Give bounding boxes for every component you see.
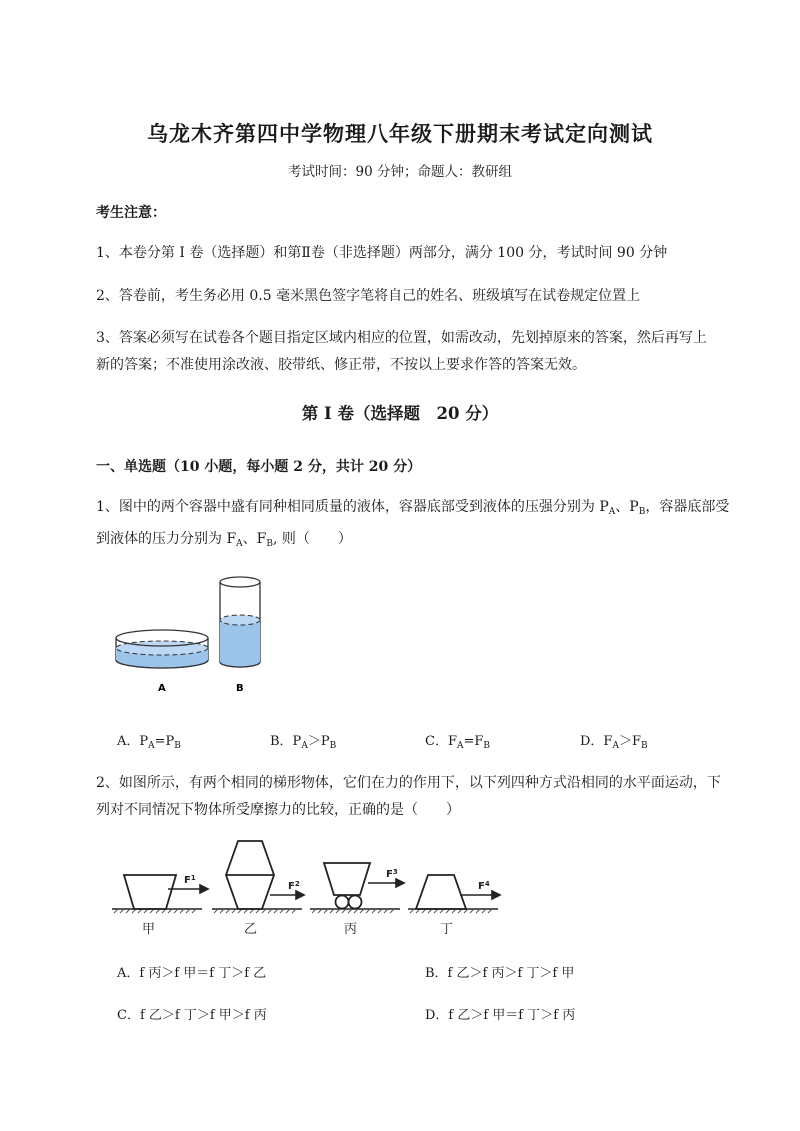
figure-label-a: A <box>158 683 166 694</box>
notice-heading: 考生注意： <box>96 205 166 221</box>
q2-option-a[interactable]: A．f 丙＞f 甲＝f 丁＞f 乙 <box>117 966 267 981</box>
figure-label-yi: 乙 <box>244 922 258 937</box>
force-label-1: $F^1$ <box>184 874 196 886</box>
question-2-text <box>96 770 756 824</box>
q1-option-a[interactable]: A．$P_A=P_B$ <box>117 734 181 751</box>
container-b <box>220 577 260 667</box>
question-2-line-1: 2、如图所示，有两个相同的梯形物体，它们在力的作用下，以下列四种方式沿相同的水平面运动，下 <box>96 775 721 791</box>
container-figure <box>100 570 280 700</box>
notice-item-2: 2、答卷前，考生务必用 0.5 毫米黑色签字笔将自己的姓名、班级填写在试卷规定位置上 <box>96 288 641 304</box>
force-label-4: $F^4$ <box>478 880 490 892</box>
notice-item-3: 3、答案必须写在试卷各个题目指定区域内相应的位置，如需改动，先划掉原来的答案，然后再写上新的答案；不准使用涂改液、胶带纸、修正带，不按以上要求作答的答案无效。 <box>96 330 707 373</box>
block-jia <box>124 875 176 909</box>
figure-label-jia: 甲 <box>142 922 156 937</box>
figure-label-bing: 丙 <box>344 922 358 937</box>
friction-figure <box>110 833 520 943</box>
container-a <box>116 630 208 668</box>
section-title: 第 I 卷（选择题 20 分） <box>301 404 499 423</box>
q2-option-c[interactable]: C．f 乙＞f 丁＞f 甲＞f 丙 <box>117 1008 267 1023</box>
block-ding <box>416 875 466 909</box>
part-heading: 一、单选题（10 小题，每小题 2 分，共计 20 分） <box>96 459 422 475</box>
q1-option-c[interactable]: C．$F_A=F_B$ <box>425 734 491 751</box>
question-2-line-2: 列对不同情况下物体所受摩擦力的比较，正确的是（ ） <box>96 802 460 818</box>
question-1-line-2: 到液体的压力分别为 $F_A$、$F_B$, 则（ ） <box>96 531 352 549</box>
exam-subtitle: 考试时间：90 分钟；命题人：教研组 <box>288 164 512 180</box>
force-label-3: $F^3$ <box>386 868 398 880</box>
q2-option-d[interactable]: D．f 乙＞f 甲＝f 丁＞f 丙 <box>425 1008 576 1023</box>
figure-label-ding: 丁 <box>440 922 454 937</box>
exam-title: 乌龙木齐第四中学物理八年级下册期末考试定向测试 <box>147 121 653 146</box>
q1-option-b[interactable]: B．$P_A>P_B$ <box>270 734 337 751</box>
notice-item-1: 1、本卷分第 I 卷（选择题）和第Ⅱ卷（非选择题）两部分，满分 100 分，考试时间 90 分钟 <box>96 245 668 261</box>
question-1-text <box>96 494 756 558</box>
figure-label-b: B <box>236 683 244 694</box>
question-1-line-1: 1、图中的两个容器中盛有同种相同质量的液体，容器底部受到液体的压强分别为 $P_A$、$P_B$，容器底部受 <box>96 499 730 517</box>
q2-option-b[interactable]: B．f 乙＞f 丙＞f 丁＞f 甲 <box>425 966 575 981</box>
block-bing <box>324 863 370 895</box>
force-label-2: $F^2$ <box>288 880 300 892</box>
q1-option-d[interactable]: D．$F_A>F_B$ <box>580 734 648 751</box>
